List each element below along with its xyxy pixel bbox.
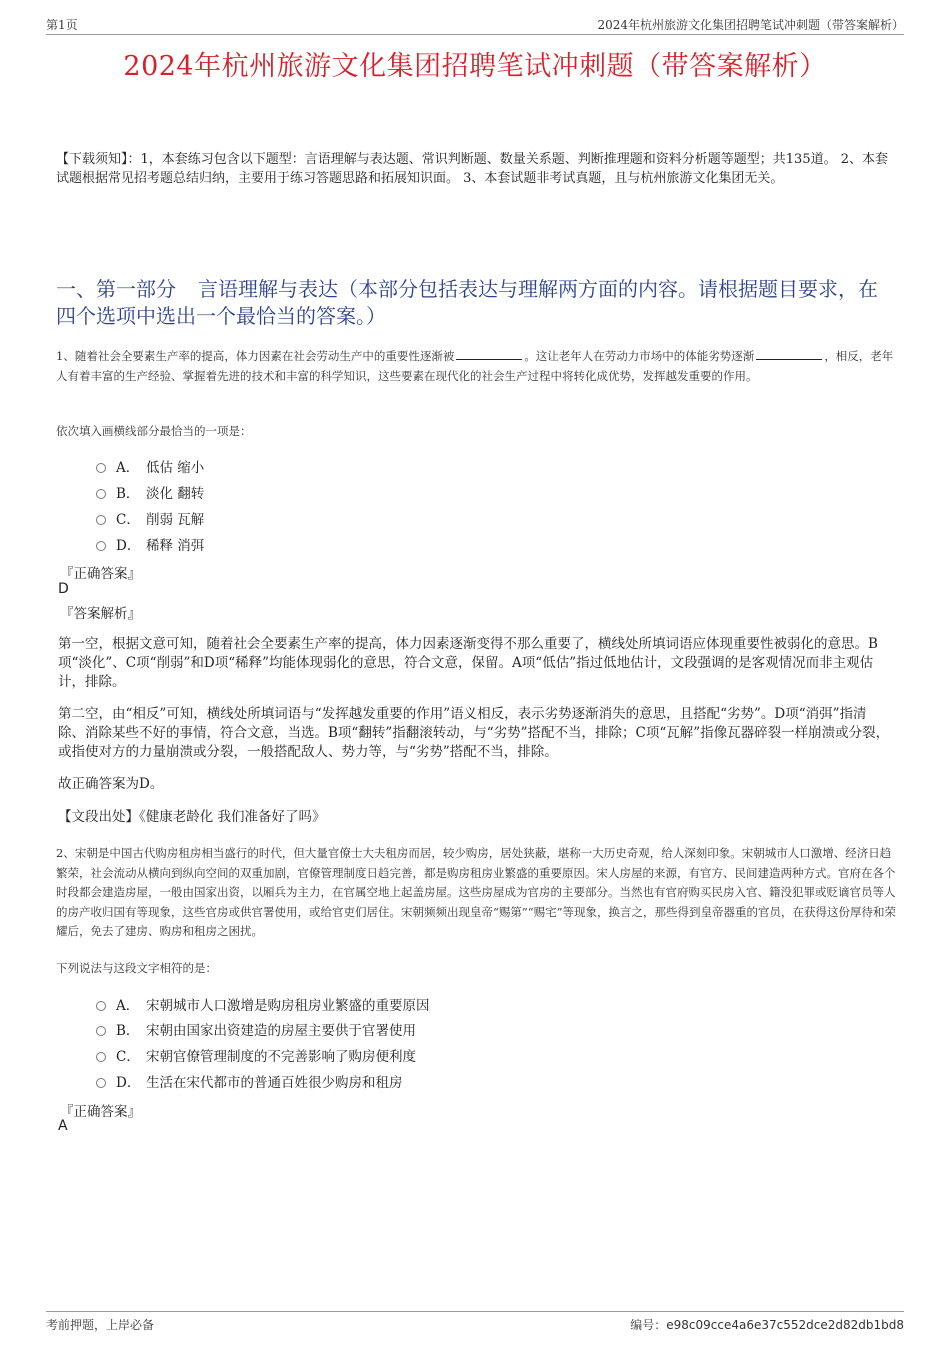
q1-answer-label: 『正确答案』 [60, 566, 141, 582]
section-heading [56, 276, 894, 330]
option-text: 淡化 翻转 [146, 486, 205, 502]
q1-answer: D [58, 581, 69, 597]
q1-option-d[interactable] [96, 534, 204, 554]
option-letter: D． [116, 538, 141, 554]
q1-analysis-paragraph-2: 第二空，由“相反”可知，横线处所填词语与“发挥越发重要的作用”语义相反，表示劣势逐渐消失的意思，且搭配“劣势”。D项“消弭”指清除、消除某些不好的事情，符合文意，当选。B项“翻转”指翻滚转动，与“劣势”搭配不当，排除；C项“瓦解”指像瓦器碎裂一样崩溃或分裂，或指使对方的力量崩溃或分裂，一般搭配敌人、势力等，与“劣势”搭配不当，排除。 [58, 706, 890, 760]
q1-option-a[interactable] [96, 456, 204, 476]
section-part: 一、第一部分 [56, 277, 176, 301]
option-letter: D． [116, 1075, 141, 1091]
option-letter: C． [116, 1049, 140, 1065]
radio-icon[interactable] [96, 515, 106, 525]
page-footer [46, 1311, 904, 1334]
q1-conclusion: 故正确答案为D。 [58, 776, 164, 792]
q1-text-a: 1、随着社会全要素生产率的提高，体力因素在社会劳动生产中的重要性逐渐被 [56, 349, 455, 363]
question-2-instruction: 下列说法与这段文字相符的是： [56, 961, 217, 975]
code-label: 编号： [630, 1318, 667, 1332]
footer-slogan: 考前押题，上岸必备 [46, 1318, 155, 1332]
radio-icon[interactable] [96, 489, 106, 499]
option-text: 宋朝由国家出资建造的房屋主要供于官署使用 [146, 1023, 416, 1039]
option-text: 稀释 消弭 [146, 538, 205, 554]
download-notice: 【下载须知】：1，本套练习包含以下题型：言语理解与表达题、常识判断题、数量关系题、判断推理题和资料分析题等题型；共135道。 2、本套试题根据常见招考题总结归纳，主要用于练习答题思路和拓展知识面。 3、本套试题非考试真题，且与杭州旅游文化集团无关。 [56, 152, 888, 186]
option-text: 削弱 瓦解 [146, 512, 205, 528]
header-doc-title: 2024年杭州旅游文化集团招聘笔试冲刺题（带答案解析） [597, 18, 904, 32]
option-text: 宋朝官僚管理制度的不完善影响了购房便利度 [146, 1049, 416, 1065]
radio-icon[interactable] [96, 463, 106, 473]
q2-option-c[interactable] [96, 1045, 416, 1065]
q2-answer-label: 『正确答案』 [60, 1104, 141, 1120]
option-letter: B． [116, 1023, 140, 1039]
radio-icon[interactable] [96, 541, 106, 551]
q1-text-b: 。这让老年人在劳动力市场中的体能劣势逐渐 [524, 349, 755, 363]
fill-blank-2 [756, 347, 822, 360]
option-text: 生活在宋代都市的普通百姓很少购房和租房 [146, 1075, 403, 1091]
radio-icon[interactable] [96, 1001, 106, 1011]
q1-option-b[interactable] [96, 482, 204, 502]
q1-analysis-paragraph-1: 第一空，根据文意可知，随着社会全要素生产率的提高，体力因素逐渐变得不那么重要了，横线处所填词语应体现重要性被弱化的意思。B项“淡化”、C项“削弱”和D项“稀释”均能体现弱化的意思，符合文意，保留。A项“低估”指过低地估计，文段强调的是客观情况而非主观估计，排除。 [58, 636, 878, 690]
radio-icon[interactable] [96, 1052, 106, 1062]
q1-source: 【文段出处】《健康老龄化 我们准备好了吗》 [58, 809, 326, 825]
option-letter: B． [116, 486, 140, 502]
section-title-text: 言语理解与表达（本部分包括表达与理解两方面的内容。请根据题目要求，在四个选项中选出一个最恰当的答案。） [56, 277, 878, 328]
option-text: 宋朝城市人口激增是购房租房业繁盛的重要原因 [146, 998, 430, 1014]
fill-blank-1 [456, 347, 522, 360]
code-value: e98c09cce4a6e37c552dce2d82db1bd8 [666, 1318, 904, 1332]
footer-code [630, 1316, 904, 1333]
option-letter: C． [116, 512, 140, 528]
radio-icon[interactable] [96, 1026, 106, 1036]
question-2-text: 2、宋朝是中国古代购房租房相当盛行的时代，但大量官僚士大夫租房而居，较少购房，居处狭蔽，堪称一大历史奇观，给人深刻印象。宋朝城市人口激增、经济日趋繁荣，社会流动从横向到纵向空间的双重加剧，官僚管理制度日趋完善，都是购房租房业繁盛的重要原因。宋人房屋的来源，有官方、民间建造两种方式。官府在各个时段都会建造房屋，一般由国家出资，以厢兵为主力，在官属空地上起盖房屋。这些房屋成为官房的主要部分。当然也有官府购买民房入官、籍没犯罪或贬谪官员等人的房产收归国有等现象，这些官房或供官署使用，或给官吏们居住。宋朝频频出现皇帝“赐第”“赐宅”等现象，换言之，那些得到皇帝器重的官员，在获得这份厚待和荣耀后，免去了建房、购房和租房之困扰。 [56, 846, 897, 938]
q2-option-d[interactable] [96, 1071, 403, 1091]
option-letter: A． [116, 998, 140, 1014]
option-text: 低估 缩小 [146, 460, 205, 476]
q1-option-c[interactable] [96, 508, 204, 528]
document-title: 2024年杭州旅游文化集团招聘笔试冲刺题（带答案解析） [123, 51, 827, 82]
q1-analysis-label: 『答案解析』 [60, 606, 141, 622]
q2-option-a[interactable] [96, 994, 430, 1014]
q2-answer: A [58, 1118, 68, 1134]
option-letter: A． [116, 460, 140, 476]
question-1-text [56, 346, 900, 386]
page-number: 第1页 [46, 18, 78, 32]
radio-icon[interactable] [96, 1078, 106, 1088]
question-1-instruction: 依次填入画横线部分最恰当的一项是： [56, 424, 252, 438]
q1-text-c: ，相反，老年人有着丰富的生产经验、掌握着先进的技术和丰富的科学知识，这些要素在现代化的社会生产过程中将转化成优势，发挥越发重要的作用。 [56, 349, 894, 383]
page-header [46, 14, 904, 35]
q2-option-b[interactable] [96, 1019, 416, 1039]
